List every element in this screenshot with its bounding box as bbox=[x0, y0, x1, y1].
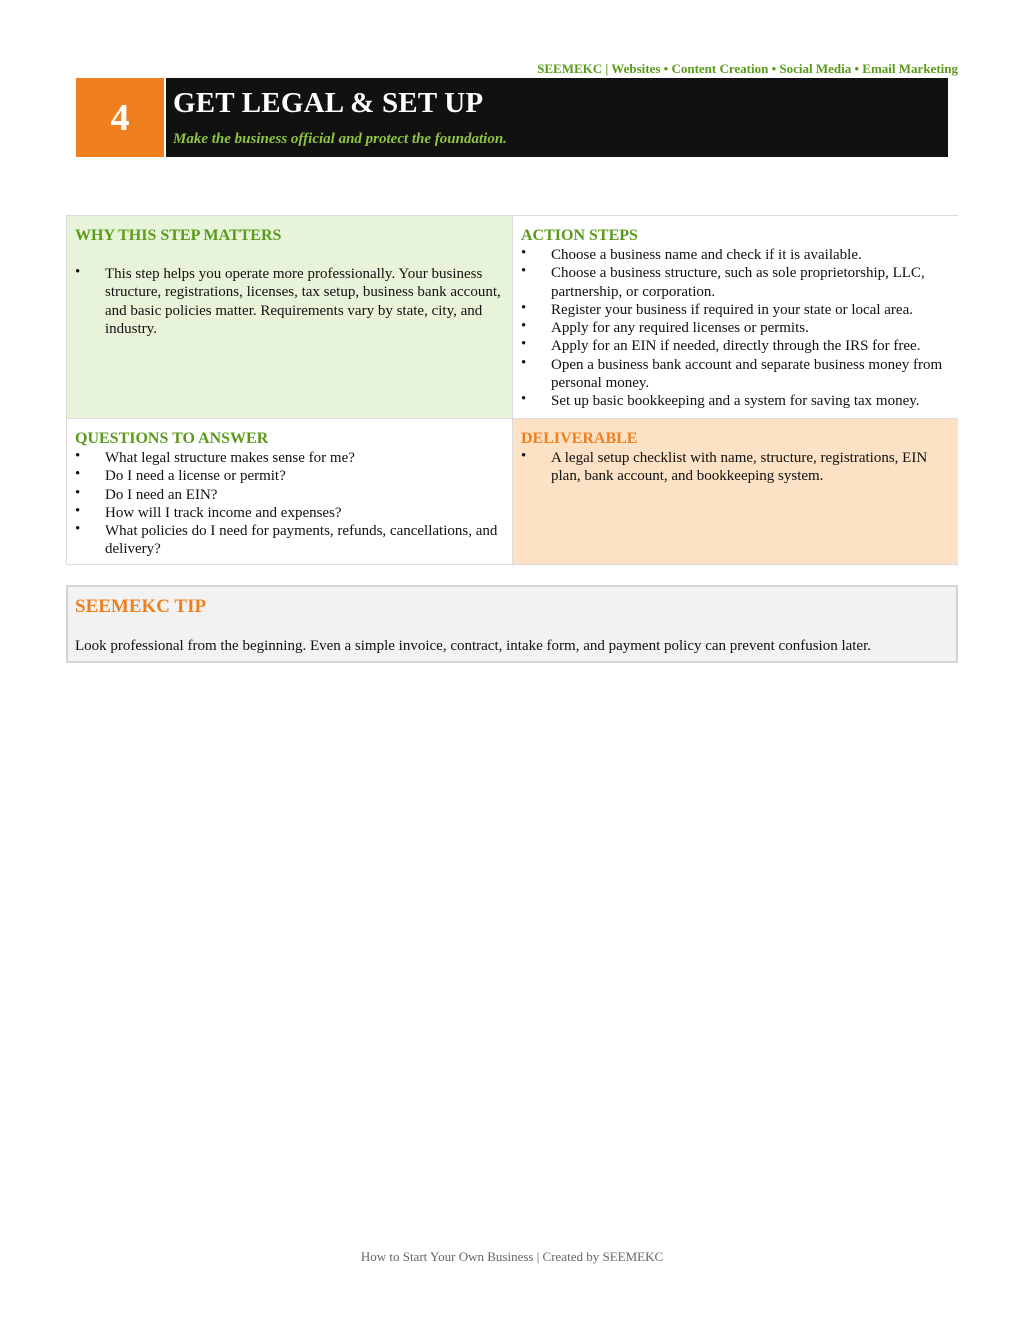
page-title: GET LEGAL & SET UP bbox=[173, 87, 484, 119]
action-steps-section bbox=[513, 216, 958, 418]
list-item: • Register your business if required in your state or local area. bbox=[521, 301, 950, 319]
deliverable-section bbox=[513, 418, 958, 564]
list-item: • Do I need an EIN? bbox=[75, 486, 504, 504]
list-item: • Choose a business structure, such as sole proprietorship, LLC, partnership, or corporation. bbox=[521, 264, 950, 301]
step-number-badge: 4 bbox=[76, 78, 164, 157]
questions-list bbox=[75, 449, 504, 559]
list-item: • How will I track income and expenses? bbox=[75, 504, 504, 522]
header-tagline: SEEMEKC | Websites • Content Creation • Social Media • Email Marketing bbox=[537, 61, 958, 76]
questions-section bbox=[67, 418, 513, 564]
action-steps-list bbox=[521, 246, 950, 411]
page-footer: How to Start Your Own Business | Created by SEEMEKC bbox=[360, 1249, 664, 1264]
list-item: • Open a business bank account and separate business money from personal money. bbox=[521, 356, 950, 393]
step-title-banner bbox=[166, 78, 948, 157]
action-steps-heading: ACTION STEPS bbox=[521, 227, 638, 244]
deliverable-heading: DELIVERABLE bbox=[521, 430, 638, 447]
why-list bbox=[75, 265, 504, 338]
list-item: • Apply for an EIN if needed, directly through the IRS for free. bbox=[521, 337, 950, 355]
questions-heading: QUESTIONS TO ANSWER bbox=[75, 430, 269, 447]
list-item: • Do I need a license or permit? bbox=[75, 467, 504, 485]
tip-box bbox=[66, 585, 958, 663]
why-heading: WHY THIS STEP MATTERS bbox=[75, 227, 282, 244]
why-section bbox=[67, 216, 513, 418]
list-item: • What policies do I need for payments, refunds, cancellations, and delivery? bbox=[75, 522, 504, 559]
tip-text: Look professional from the beginning. Even a simple invoice, contract, intake form, and payment policy can prevent confusion later. bbox=[75, 638, 872, 654]
list-item: • This step helps you operate more professionally. Your business structure, registrations, licenses, tax setup, business bank account, and basic policies matter. Requirements vary by state, city, and industry. bbox=[75, 265, 504, 338]
deliverable-list bbox=[521, 449, 950, 486]
list-item: • Apply for any required licenses or permits. bbox=[521, 319, 950, 337]
step-content-grid bbox=[66, 215, 958, 565]
tip-heading: SEEMEKC TIP bbox=[75, 596, 207, 617]
list-item: • What legal structure makes sense for me? bbox=[75, 449, 504, 467]
list-item: • A legal setup checklist with name, structure, registrations, EIN plan, bank account, and bookkeeping system. bbox=[521, 449, 950, 486]
page-subtitle: Make the business official and protect the foundation. bbox=[173, 131, 507, 147]
step-header bbox=[76, 78, 948, 157]
list-item: • Choose a business name and check if it is available. bbox=[521, 246, 950, 264]
list-item: • Set up basic bookkeeping and a system for saving tax money. bbox=[521, 392, 950, 410]
